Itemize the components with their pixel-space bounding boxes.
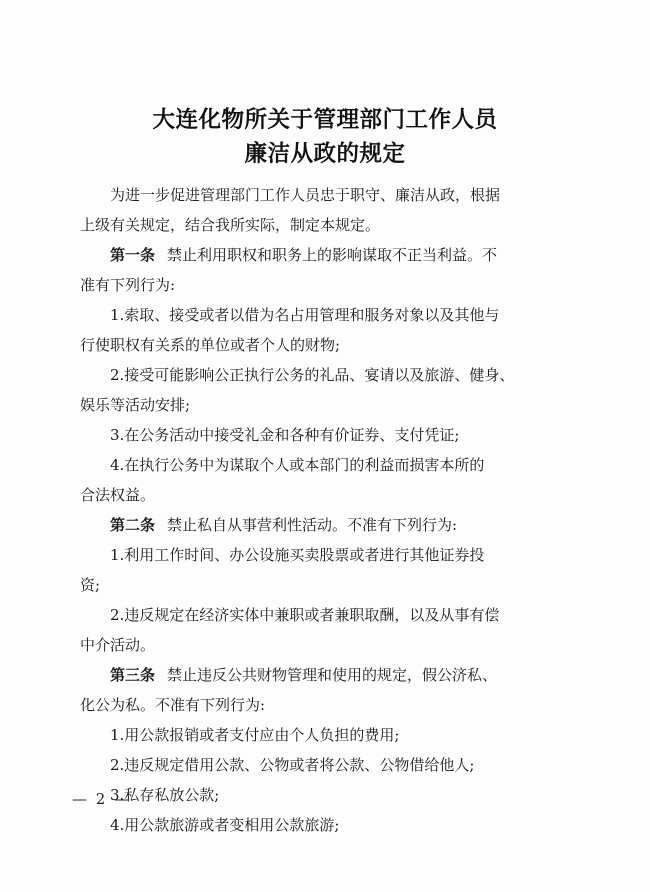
body-line-text: 禁止私自从事营利性活动。不准有下列行为: [167, 516, 458, 534]
body-line [0, 270, 650, 300]
body-line [0, 570, 650, 600]
article-heading: 第三条 [110, 666, 156, 684]
body-line-text: 4.用公款旅游或者变相用公款旅游; [110, 816, 340, 834]
body-line [0, 690, 650, 720]
body-line-text: 行使职权有关系的单位或者个人的财物; [80, 336, 341, 354]
body-line [0, 180, 650, 210]
body-line-text: 1.利用工作时间、办公设施买卖股票或者进行其他证券投 [110, 546, 485, 564]
body-line-text: 3.在公务活动中接受礼金和各种有价证券、支付凭证; [110, 426, 460, 444]
body-line [0, 660, 650, 690]
body-line-text: 1.索取、接受或者以借为名占用管理和服务对象以及其他与 [110, 306, 500, 324]
body-line [0, 750, 650, 780]
body-line [0, 420, 650, 450]
body-line [0, 240, 650, 270]
body-line [0, 300, 650, 330]
document-title-line-2: 廉洁从政的规定 [244, 141, 406, 167]
body-line [0, 540, 650, 570]
body-line [0, 600, 650, 630]
body-line-text: 2.违反规定在经济实体中兼职或者兼职取酬，以及从事有偿 [110, 606, 500, 624]
body-line-text: 中介活动。 [80, 636, 156, 654]
article-heading: 第一条 [110, 246, 156, 264]
body-line [0, 510, 650, 540]
body-line [0, 360, 650, 390]
body-line-text: 禁止利用职权和职务上的影响谋取不正当利益。不 [167, 246, 498, 264]
body-line [0, 390, 650, 420]
body-line-text: 3.私存私放公款; [110, 786, 220, 804]
body-line-text: 2.违反规定借用公款、公物或者将公款、公物借给他人; [110, 756, 475, 774]
body-line [0, 480, 650, 510]
body-line-text: 娱乐等活动安排; [80, 396, 191, 414]
body-line [0, 330, 650, 360]
body-line [0, 630, 650, 660]
body-line-text: 上级有关规定，结合我所实际，制定本规定。 [80, 216, 381, 234]
body-line-text: 禁止违反公共财物管理和使用的规定，假公济私、 [167, 666, 498, 684]
body-line-text: 为进一步促进管理部门工作人员忠于职守、廉洁从政，根据 [110, 186, 501, 204]
body-line-text: 准有下列行为: [80, 276, 176, 294]
document-title-line-1: 大连化物所关于管理部门工作人员 [152, 107, 498, 133]
body-line [0, 450, 650, 480]
body-line-text: 4.在执行公务中为谋取个人或本部门的利益而损害本所的 [110, 456, 485, 474]
body-line [0, 210, 650, 240]
body-line-text: 1.用公款报销或者支付应由个人负担的费用; [110, 726, 400, 744]
body-line-text: 资; [80, 576, 101, 594]
body-line-text: 化公为私。不准有下列行为: [80, 696, 266, 714]
article-heading: 第二条 [110, 516, 156, 534]
body-line-text: 2.接受可能影响公正执行公务的礼品、宴请以及旅游、健身、 [110, 366, 515, 384]
body-line [0, 720, 650, 750]
body-line [0, 810, 650, 840]
body-line-text: 合法权益。 [80, 486, 156, 504]
page-number: — 2 — [72, 790, 132, 808]
